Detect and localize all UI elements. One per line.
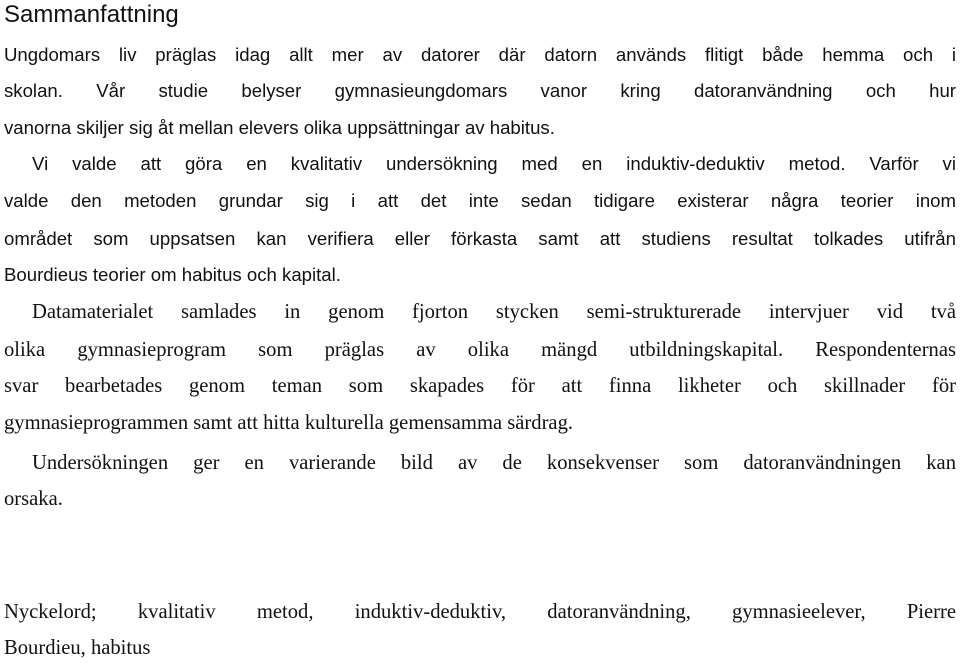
keywords-line-2: Bourdieu, habitus (4, 637, 151, 659)
page-title: Sammanfattning (4, 1, 179, 28)
paragraph-1-line-3: vanorna skiljer sig åt mellan elevers olika uppsättningar av habitus. (4, 117, 555, 138)
paragraph-2-line-1: Vi valde att göra en kvalitativ undersökning med en induktiv-deduktiv metod. Varför vi (32, 153, 956, 174)
paragraph-1-line-2: skolan. Vår studie belyser gymnasieungdomars vanor kring datoranvändning och hur (4, 80, 956, 101)
paragraph-3-line-2: olika gymnasieprogram som präglas av olika mängd utbildningskapital. Respondenternas (4, 339, 956, 361)
keywords-line-1: Nyckelord; kvalitativ metod, induktiv-deduktiv, datoranvändning, gymnasieelever, Pierre (4, 601, 956, 623)
paragraph-2-line-3: området som uppsatsen kan verifiera eller förkasta samt att studiens resultat tolkades utifrån (4, 228, 956, 249)
paragraph-2-line-4: Bourdieus teorier om habitus och kapital. (4, 264, 341, 285)
paragraph-3-line-1: Datamaterialet samlades in genom fjorton stycken semi-strukturerade intervjuer vid två (32, 301, 956, 323)
paragraph-4-line-2: orsaka. (4, 488, 63, 510)
paragraph-4-line-1: Undersökningen ger en varierande bild av de konsekvenser som datoranvändningen kan (32, 452, 956, 474)
paragraph-3-line-3: svar bearbetades genom teman som skapades för att finna likheter och skillnader för (4, 375, 956, 397)
paragraph-3-line-4: gymnasieprogrammen samt att hitta kulturella gemensamma särdrag. (4, 412, 574, 434)
paragraph-2-line-2: valde den metoden grundar sig i att det inte sedan tidigare existerar några teorier inom (4, 190, 956, 211)
paragraph-1-line-1: Ungdomars liv präglas idag allt mer av datorer där datorn används flitigt både hemma och i (4, 44, 956, 65)
